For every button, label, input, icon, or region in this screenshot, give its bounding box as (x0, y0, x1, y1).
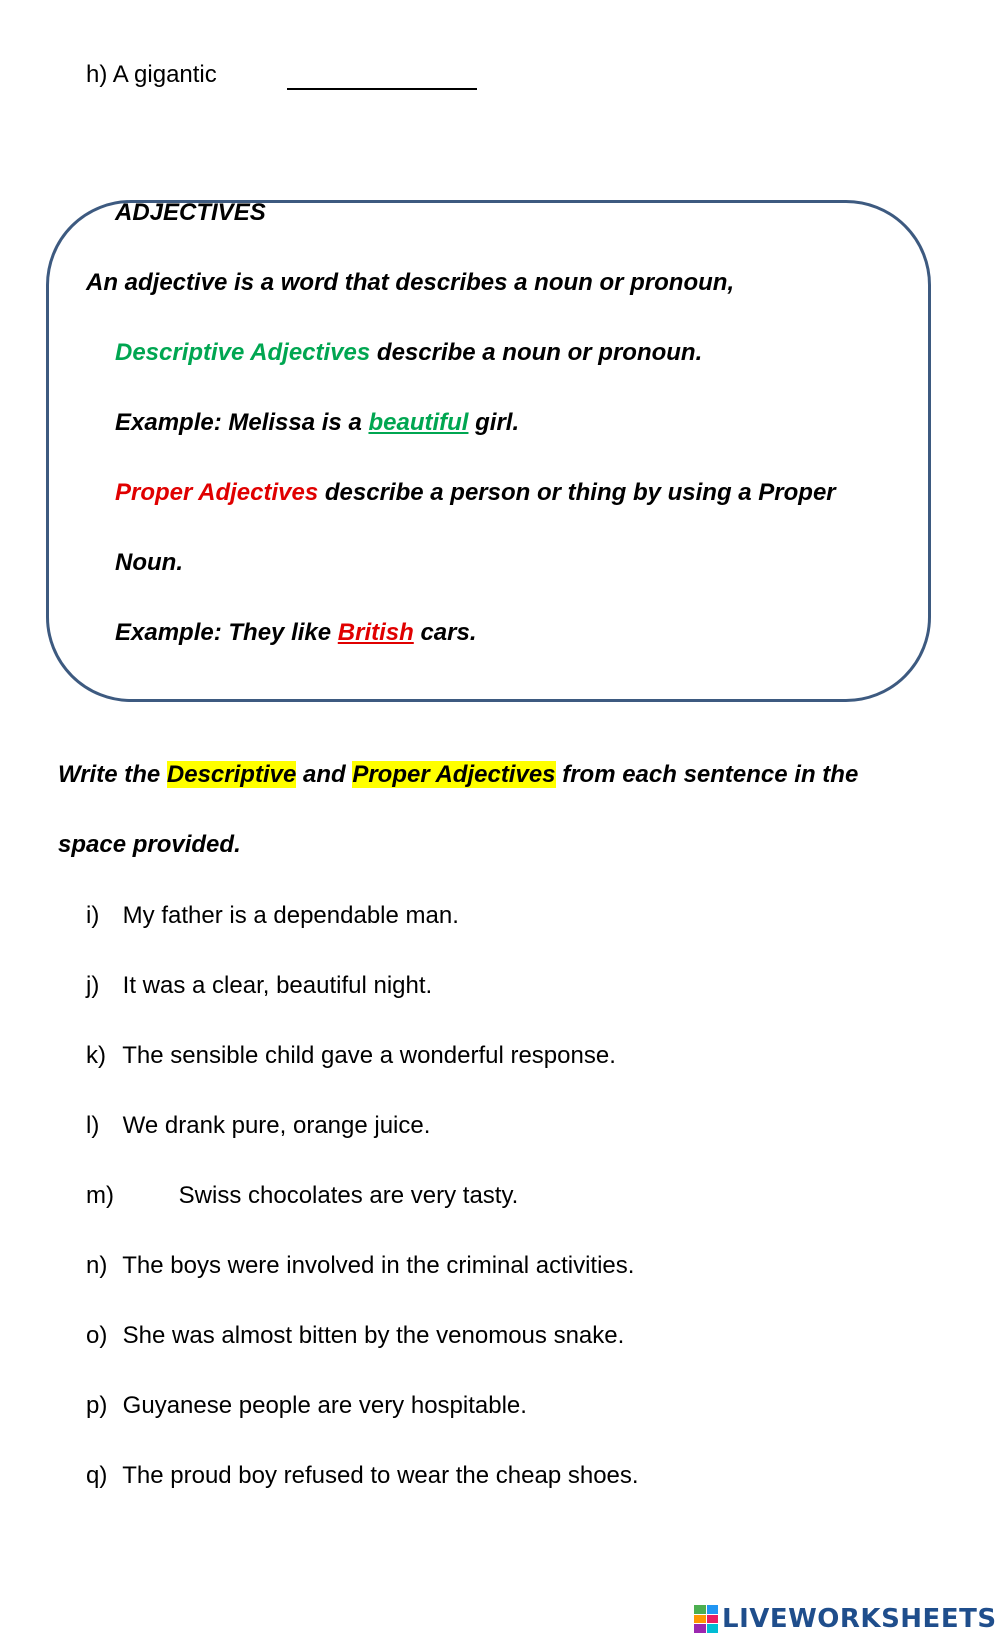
descriptive-term: Descriptive Adjectives (115, 339, 371, 366)
sentence-text: She was almost bitten by the venomous snake. (122, 1322, 625, 1349)
instruction-part: and (302, 761, 346, 788)
answer-blank[interactable] (287, 66, 477, 90)
sentence-item (86, 901, 459, 931)
sentence-label: n) (86, 1252, 108, 1279)
descriptive-example (115, 408, 519, 438)
sentence-item (86, 1461, 639, 1491)
sentence-text: Swiss chocolates are very tasty. (178, 1182, 519, 1209)
example-highlight: British (337, 619, 414, 646)
sentence-text: The sensible child gave a wonderful response. (122, 1042, 616, 1069)
sentence-text: My father is a dependable man. (122, 902, 459, 929)
sentence-text: Guyanese people are very hospitable. (122, 1392, 527, 1419)
logo-icon (694, 1605, 718, 1633)
item-label: h) (86, 61, 108, 88)
instruction-line-2: space provided. (58, 831, 241, 858)
sentence-text: The boys were involved in the criminal activities. (122, 1252, 635, 1279)
instruction-highlight-descriptive: Descriptive (166, 761, 297, 788)
proper-example (115, 618, 477, 648)
sentence-text: The proud boy refused to wear the cheap shoes. (122, 1462, 639, 1489)
item-text: A gigantic (112, 61, 217, 88)
sentence-item (86, 1391, 527, 1421)
sentence-text: It was a clear, beautiful night. (122, 972, 433, 999)
sentence-label: m) (86, 1182, 114, 1209)
descriptive-definition (115, 338, 702, 368)
sentence-item (86, 1111, 430, 1141)
logo-text: LIVEWORKSHEETS (722, 1604, 997, 1634)
proper-rest: describe a person or thing by using a Proper (324, 479, 836, 506)
instruction-line-1 (58, 760, 858, 790)
example-suffix: girl. (475, 409, 520, 436)
proper-term: Proper Adjectives (115, 479, 319, 506)
sentence-label: j) (86, 972, 100, 999)
sentence-item (86, 1041, 616, 1071)
example-prefix: Example: They like (115, 619, 332, 646)
example-highlight: beautiful (368, 409, 469, 436)
instruction-part: from each sentence in the (562, 761, 859, 788)
sentence-label: l) (86, 1112, 100, 1139)
sentence-label: q) (86, 1462, 108, 1489)
sentence-item (86, 971, 432, 1001)
instruction-part: Write the (58, 761, 161, 788)
sentence-label: p) (86, 1392, 108, 1419)
instruction-highlight-proper: Proper Adjectives (352, 761, 556, 788)
sentence-label: i) (86, 902, 100, 929)
sentence-item (86, 1321, 624, 1351)
item-h (86, 60, 477, 90)
descriptive-rest: describe a noun or pronoun. (376, 339, 703, 366)
proper-continuation: Noun. (115, 549, 183, 576)
definition-text: An adjective is a word that describes a noun or pronoun, (86, 269, 735, 296)
sentence-item (86, 1181, 518, 1211)
example-prefix: Example: Melissa is a (115, 409, 362, 436)
proper-definition (115, 478, 836, 508)
sentence-label: k) (86, 1042, 106, 1069)
sentence-label: o) (86, 1322, 108, 1349)
liveworksheets-logo (694, 1602, 997, 1636)
sentence-text: We drank pure, orange juice. (122, 1112, 431, 1139)
example-suffix: cars. (420, 619, 477, 646)
box-title: ADJECTIVES (115, 199, 266, 226)
sentence-item (86, 1251, 634, 1281)
